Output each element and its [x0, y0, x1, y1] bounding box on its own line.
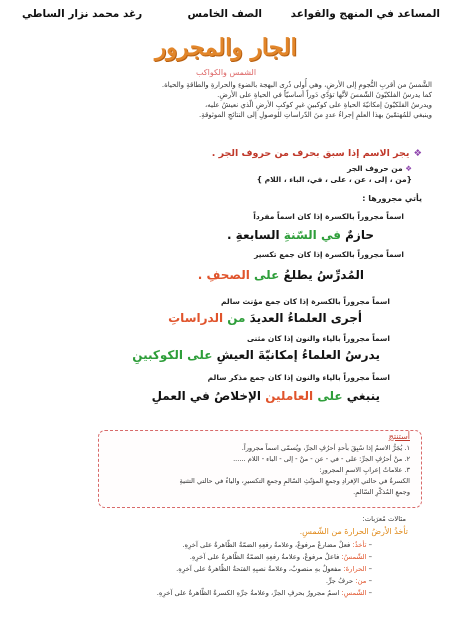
example-label: اسماً مجروراً بالياء والنون إذا كان جمع مذكر سالم: [207, 373, 390, 382]
conclusion-line: الكسرةُ في حالتي الإفرادِ وجمعِ المؤنّثِ السّالمِ وجمعِ التكسيرِ، والياءُ في حالتي التثنيةِ: [179, 477, 410, 485]
prepositions-list: {من ، إلى ، عن ، على ، في، الباء ، اللام }: [256, 175, 412, 184]
passage-title: الشمس والكواكب: [195, 68, 257, 77]
parsing-label: مثالات مُعرَبات:: [362, 515, 406, 523]
example-label: اسماً مجروراً بالكسرة إذا كان جمع مؤنث سالم: [221, 297, 390, 306]
intro-passage: [22, 80, 432, 120]
intro-line: الشَّمسُ من أقربِ النُّجومِ إلى الأرضِ، وهي أُولى ذُرى البهجة بالضوءِ والحرارةِ والطاقةِ والحياة.: [161, 81, 432, 89]
conclusion-title: أستنتج: [388, 432, 410, 441]
example-sentence: يدرسُ العلماءُ إمكانيّةَ العيشِ على الكوكبينِ: [132, 348, 380, 362]
conclusion-line: وجمعِ المُذكّرِ السّالمِ.: [353, 488, 410, 496]
example-sentence: أجرى العلماءُ العديدَ من الدراساتِ: [168, 311, 362, 325]
example-label: اسماً مجروراً بالكسرة إذا كان اسماً مفرداً: [253, 212, 404, 221]
parsing-line: – الشّمسُ: فاعلٌ مرفوعٌ، وعلامةُ رفعِهِ الضمّةُ الظّاهرةُ على آخرِهِ.: [189, 553, 372, 561]
header-book: المساعد في المنهج والقواعد: [290, 8, 440, 20]
example-label: اسماً مجروراً بالكسرة إذا كان جمع تكسير: [254, 250, 404, 259]
conclusion-line: ١. يُجَرُّ الاسمُ إذا سُبِقَ بأحدِ أحرُفِ الجرِّ، ويُسمّى اسماً مجروراً.: [241, 444, 410, 452]
parsing-line: – الشّمسِ: اسمٌ مجرورٌ بحرفِ الجرِّ، وعلامةُ جرِّهِ الكسرةُ الظّاهرةُ على آخرِهِ.: [156, 589, 372, 597]
forms-heading: يأتي مجرورها :: [362, 194, 422, 203]
intro-line: ويدرسُ الفلكيّونَ إمكانيّةَ الحياةِ على كوكبينِ غيرِ كوكبِ الأرضِ الّذي نعيشُ عليه،: [204, 101, 432, 109]
conclusion-line: ٢. منْ أحرُفِ الجرِّ: على - في - عن - منْ - إلى - الباء - اللام ......: [233, 455, 410, 463]
conclusion-line: ٣. علاماتُ إعرابِ الاسمِ المجرورِ:: [319, 466, 410, 474]
rule-text: يجر الاسم إذا سبق بحرف من حروف الجر .: [211, 148, 410, 159]
intro-line: كما يدرسُ الفلكيّونَ الشّمسَ لأنَّها تؤدّي دَوراً أساسيّاً في الحياةِ على الأرضِ.: [217, 91, 432, 99]
parsing-line: – من: حرفُ جرٍّ.: [325, 577, 372, 585]
example-sentence: المُدرِّسُ يطلعُ على الصحفِ .: [197, 268, 364, 282]
example-sentence: حازمٌ في السّنةِ السابعةِ .: [226, 228, 374, 242]
example-sentence: ينبغي على العاملين الإخلاصُ في العملِ: [151, 389, 380, 403]
main-rule: [212, 148, 422, 159]
parsing-line: – تأخذُ: فعلٌ مضارعٌ مرفوعٌ، وعلامةُ رفعِهِ الضمّةُ الظّاهرةُ على آخرِهِ.: [182, 541, 372, 549]
page-title: الجار والمجرور: [155, 34, 297, 61]
star-bullet-icon: ❖: [413, 148, 422, 159]
example-label: اسماً مجروراً بالياء والنون إذا كان مثنى: [246, 334, 390, 343]
prepositions-heading: ❖ من حروف الجر: [347, 164, 412, 173]
parsing-sentence: تأخذُ الأرضُ الحرارةَ من الشّمسِ.: [299, 527, 408, 536]
header-author: رغد محمد نزار الساطي: [22, 8, 143, 20]
parsing-line: – الحرارةَ: مفعولٌ بهِ منصوبٌ، وعلامةُ نصبِهِ الفتحةُ الظّاهرةُ على آخرِهِ.: [176, 565, 372, 573]
header-grade: الصف الخامس: [187, 8, 262, 20]
intro-line: وينبغي للمُهتمّينَ بهذا العلمِ إجراءُ عددٍ منَ الدّراساتِ للوصولِ إلى النتائجِ الموثوقةِ.: [198, 111, 432, 119]
star-bullet-icon: ❖: [402, 164, 412, 173]
